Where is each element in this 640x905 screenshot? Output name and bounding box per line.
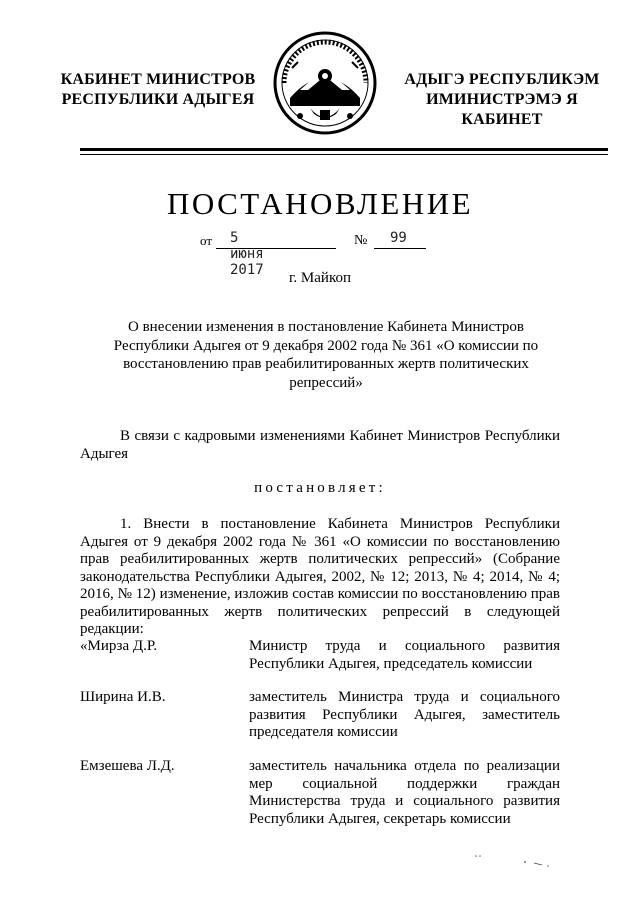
coat-of-arms-icon (270, 28, 380, 138)
member-role: Министр труда и социального развития Республики Адыгея, председатель комиссии (249, 638, 560, 672)
header-right-line1: АДЫГЭ РЕСПУБЛИКЭМ (404, 71, 600, 88)
date-value: 5 июня 2017 (230, 230, 264, 278)
member-name: «Мирза Д.Р. (80, 638, 158, 654)
member-name: Емзешева Л.Д. (80, 758, 175, 774)
header-right (392, 70, 612, 130)
item-1-paragraph: 1. Внести в постановление Кабинета Министров Республики Адыгея от 9 декабря 2002 года № 361 «О комиссии по восстановлению прав реабилитированных жертв политических репрессий» (Собрание законодательства Республики Адыгея, 2002, № 12; 2013, № 4; 2014, № 4; 2016, № 12) изменение, изложив состав комиссии по восстановлению прав реабилитированных жертв политических репрессий в следующей редакции: (80, 516, 560, 637)
document-subject: О внесении изменения в постановление Кабинета Министров Республики Адыгея от 9 декабря 2002 года № 361 «О комиссии по восстановлению прав реабилитированных жертв политических репрессий» (113, 319, 539, 391)
header-rule-thin (80, 154, 608, 155)
number-value: 99 (390, 230, 407, 246)
city: г. Майкоп (288, 270, 352, 286)
scan-specks (470, 850, 560, 870)
header-left-line2: РЕСПУБЛИКИ АДЫГЕЯ (61, 91, 255, 108)
member-role: заместитель начальника отдела по реализации мер социальной поддержки граждан Министерства труда и социального развития Республики Адыгея, секретарь комиссии (249, 758, 560, 827)
header-right-line2: ИМИНИСТРЭМЭ Я КАБИНЕТ (426, 91, 578, 128)
number-label: № (354, 233, 368, 248)
from-label: от (200, 233, 213, 248)
resolves-heading: постановляет: (254, 480, 386, 496)
document-title: ПОСТАНОВЛЕНИЕ (166, 186, 474, 221)
member-role: заместитель Министра труда и социального развития Республики Адыгея, заместитель председателя комиссии (249, 689, 560, 740)
header-left-line1: КАБИНЕТ МИНИСТРОВ (60, 71, 256, 88)
intro-paragraph: В связи с кадровыми изменениями Кабинет Министров Республики Адыгея (80, 428, 560, 462)
number-underline (374, 248, 426, 249)
member-name: Ширина И.В. (80, 689, 166, 705)
header-left (58, 70, 258, 110)
header-rule-thick (80, 148, 608, 151)
